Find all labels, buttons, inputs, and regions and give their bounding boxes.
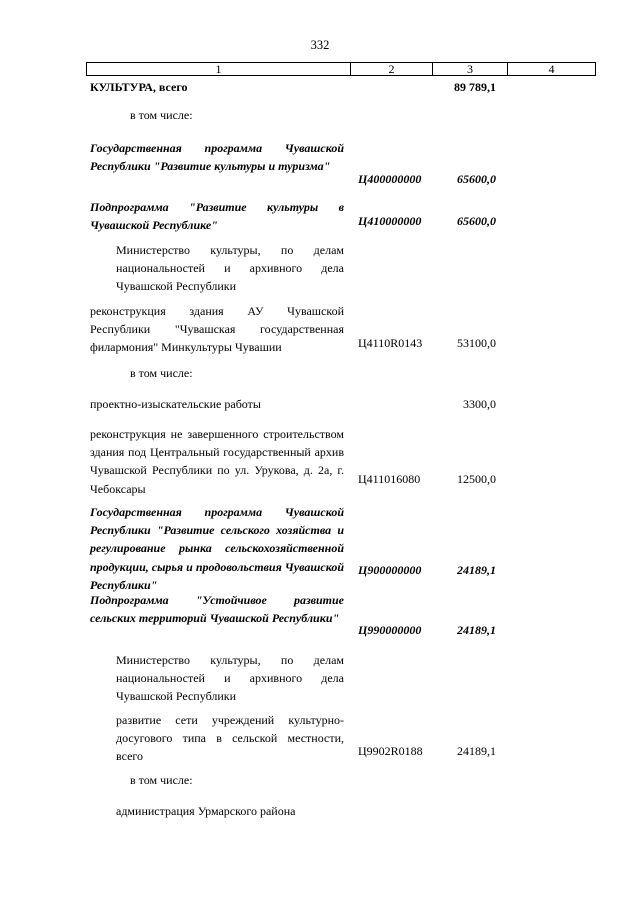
row-amount: 12500,0 xyxy=(457,472,496,486)
row-amount: 65600,0 xyxy=(457,214,496,228)
row-name: реконструкция не завершенного строительством здания под Центральный государственный архив Чувашской Республики по ул. Урукова, д. 2а, г. Чебоксары xyxy=(90,427,344,496)
column-header-2: 2 xyxy=(351,63,433,75)
row-code: Ц400000000 xyxy=(358,172,422,186)
row-name: Министерство культуры, по делам национальностей и архивного дела Чувашской Республики xyxy=(116,243,344,294)
row-name: в том числе: xyxy=(130,773,193,787)
row-code: Ц900000000 xyxy=(358,563,422,577)
row-name: реконструкция здания АУ Чувашской Республики "Чувашская государственная филармония" Минкультуры Чувашии xyxy=(90,304,344,355)
row-name: развитие сети учреждений культурно-досугового типа в сельской местности, всего xyxy=(116,713,344,764)
page-number: 332 xyxy=(310,38,330,52)
table-header xyxy=(86,62,596,76)
row-amount: 24189,1 xyxy=(457,744,496,758)
row-amount: 89 789,1 xyxy=(454,80,496,94)
column-header-4: 4 xyxy=(548,62,555,76)
row-name: Государственная программа Чувашской Республики "Развитие сельского хозяйства и регулирование рынка сельскохозяйственной продукции, сырья и продовольствия Чувашской Республики" xyxy=(90,505,344,592)
column-header-1: 1 xyxy=(87,63,351,75)
column-header-3: 3 xyxy=(433,63,508,75)
row-amount: 24189,1 xyxy=(457,563,496,577)
row-name: проектно-изыскательские работы xyxy=(90,397,261,411)
row-amount: 53100,0 xyxy=(457,336,496,350)
row-name: Подпрограмма "Устойчивое развитие сельских территорий Чувашской Республики" xyxy=(90,593,344,626)
row-code: Ц410000000 xyxy=(358,214,422,228)
row-name: Подпрограмма "Развитие культуры в Чувашской Республике" xyxy=(90,200,344,233)
row-name: Государственная программа Чувашской Республики "Развитие культуры и туризма" xyxy=(90,141,344,174)
row-name: КУЛЬТУРА, всего xyxy=(90,80,188,94)
row-name: в том числе: xyxy=(130,366,193,380)
row-name: Министерство культуры, по делам национальностей и архивного дела Чувашской Республики xyxy=(116,653,344,704)
row-amount: 24189,1 xyxy=(457,623,496,637)
row-code: Ц411016080 xyxy=(358,472,421,486)
row-amount: 65600,0 xyxy=(457,172,496,186)
row-code: Ц990000000 xyxy=(358,623,422,637)
row-code: Ц9902R0188 xyxy=(358,744,423,758)
row-name: в том числе: xyxy=(130,108,193,122)
row-name: администрация Урмарского района xyxy=(116,804,296,818)
row-code: Ц4110R0143 xyxy=(358,336,423,350)
row-amount: 3300,0 xyxy=(463,397,496,411)
